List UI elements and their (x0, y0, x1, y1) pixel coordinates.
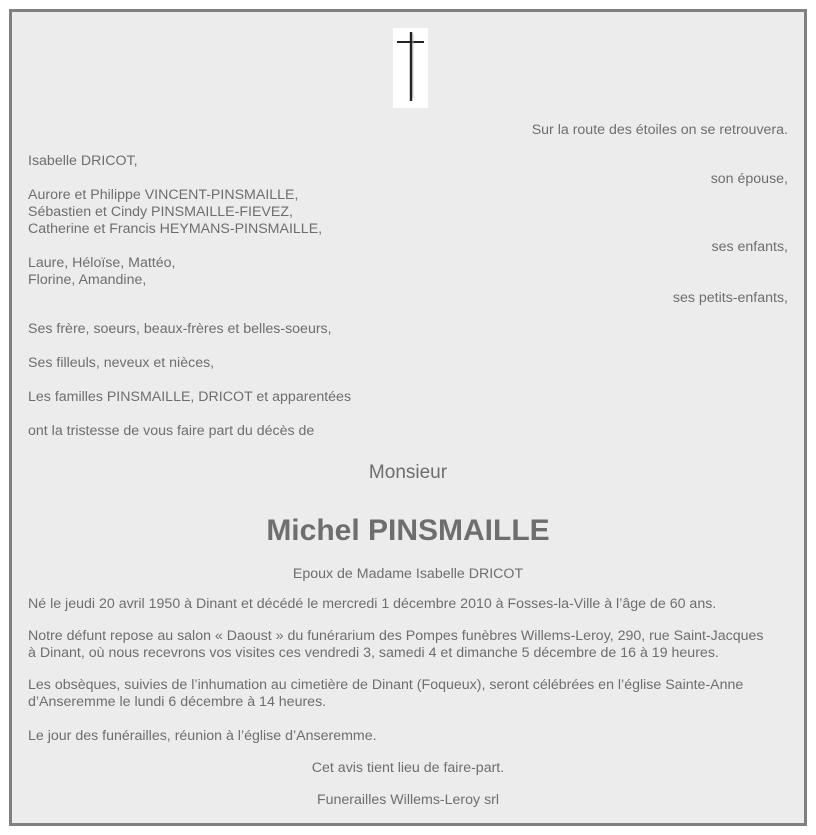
families-line: Les familles PINSMAILLE, DRICOT et apparentées (28, 389, 352, 405)
rest-line: à Dinant, où nous recevrons vos visites ces vendredi 3, samedi 4 et dimanche 5 décembre de 16 à 19 heures. (28, 645, 719, 661)
siblings-line: Ses frère, soeurs, beaux-frères et belles-soeurs, (28, 321, 332, 337)
children-role: ses enfants, (711, 239, 788, 255)
company-name: Funerailles Willems-Leroy srl (316, 792, 500, 808)
deceased-title: Monsieur (368, 462, 448, 483)
rest-line: Notre défunt repose au salon « Daoust » du funérarium des Pompes funèbres Willems-Leroy, 290, rue Saint-Jacques (28, 628, 764, 644)
obituary-card (9, 9, 807, 826)
funeral-line: Les obsèques, suivies de l’inhumation au cimetière de Dinant (Foqueux), seront célébrées en l’église Sainte-Anne (28, 677, 744, 693)
spouse-relation: Epoux de Madame Isabelle DRICOT (292, 566, 524, 582)
reunion-line: Le jour des funérailles, réunion à l’église d’Anseremme. (28, 728, 377, 744)
grandchild-line: Florine, Amandine, (28, 272, 147, 288)
notice-line: Cet avis tient lieu de faire-part. (311, 760, 505, 776)
deceased-name: Michel PINSMAILLE (266, 514, 550, 547)
funeral-line: d’Anseremme le lundi 6 décembre à 14 heures. (28, 694, 327, 710)
cross-icon (393, 28, 428, 108)
child-line: Catherine et Francis HEYMANS-PINSMAILLE, (28, 221, 323, 237)
child-line: Sébastien et Cindy PINSMAILLE-FIEVEZ, (28, 204, 293, 220)
spouse-role: son épouse, (710, 171, 788, 187)
child-line: Aurore et Philippe VINCENT-PINSMAILLE, (28, 187, 299, 203)
birth-death-line: Né le jeudi 20 avril 1950 à Dinant et décédé le mercredi 1 décembre 2010 à Fosses-la-Ville à l’âge de 60 ans. (28, 596, 717, 612)
godchildren-line: Ses filleuls, neveux et nièces, (28, 355, 215, 371)
motto: Sur la route des étoiles on se retrouvera. (531, 122, 788, 138)
announcement-line: ont la tristesse de vous faire part du décès de (28, 423, 315, 439)
grandchild-line: Laure, Héloïse, Mattéo, (28, 255, 176, 271)
spouse-name: Isabelle DRICOT, (28, 153, 138, 169)
grandchildren-role: ses petits-enfants, (672, 290, 788, 306)
